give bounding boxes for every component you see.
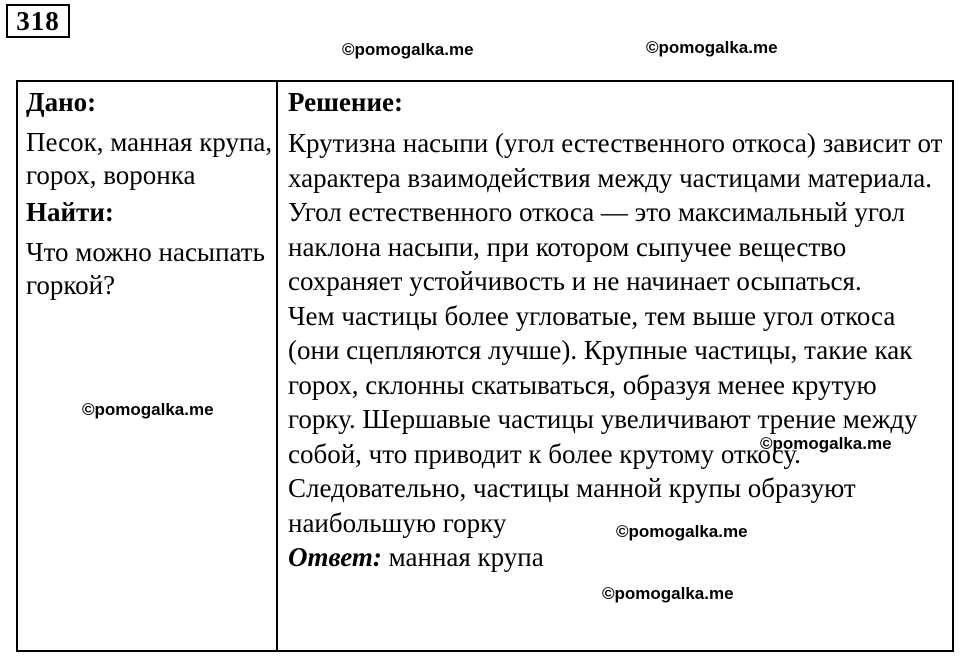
solution-column xyxy=(278,82,952,650)
solution-paragraph: Крутизна насыпи (угол естественного откоса) зависит от характера взаимодействия между частицами материала. Угол естественного откоса — это максимальный угол наклона насыпи, при котором сыпучее вещество сохраняет устойчивость и не начинает осыпаться. xyxy=(288,128,943,296)
watermark: ©pomogalka.me xyxy=(616,522,748,541)
given-column xyxy=(18,82,278,650)
answer-label: Ответ: xyxy=(288,542,382,572)
find-text: Что можно насыпать горкой? xyxy=(26,237,265,300)
problem-number: 318 xyxy=(6,4,70,38)
answer-text: манная крупа xyxy=(381,542,544,572)
solution-paragraph: Чем частицы более угловатые, тем выше угол откоса (они сцепляются лучше). Крупные частицы, такие как горох, склонны скатываться, образуя менее крутую горку. Шершавые частицы увеличивают трение между собой, что приводит к более крутому откосу. xyxy=(288,300,918,469)
watermark: ©pomogalka.me xyxy=(646,38,778,57)
solution-body xyxy=(288,126,946,540)
solution-paragraph: Следовательно, частицы манной крупы образуют наибольшую горку xyxy=(288,473,856,538)
watermark: ©pomogalka.me xyxy=(760,434,892,453)
watermark: ©pomogalka.me xyxy=(342,40,474,59)
watermark: ©pomogalka.me xyxy=(602,584,734,603)
solution-label: Решение: xyxy=(288,87,403,117)
watermark: ©pomogalka.me xyxy=(82,400,214,419)
given-text: Песок, манная крупа, горох, воронка xyxy=(26,127,273,190)
find-label: Найти: xyxy=(26,197,114,227)
given-label: Дано: xyxy=(26,87,97,117)
answer xyxy=(288,540,946,574)
problem-table xyxy=(16,80,954,652)
